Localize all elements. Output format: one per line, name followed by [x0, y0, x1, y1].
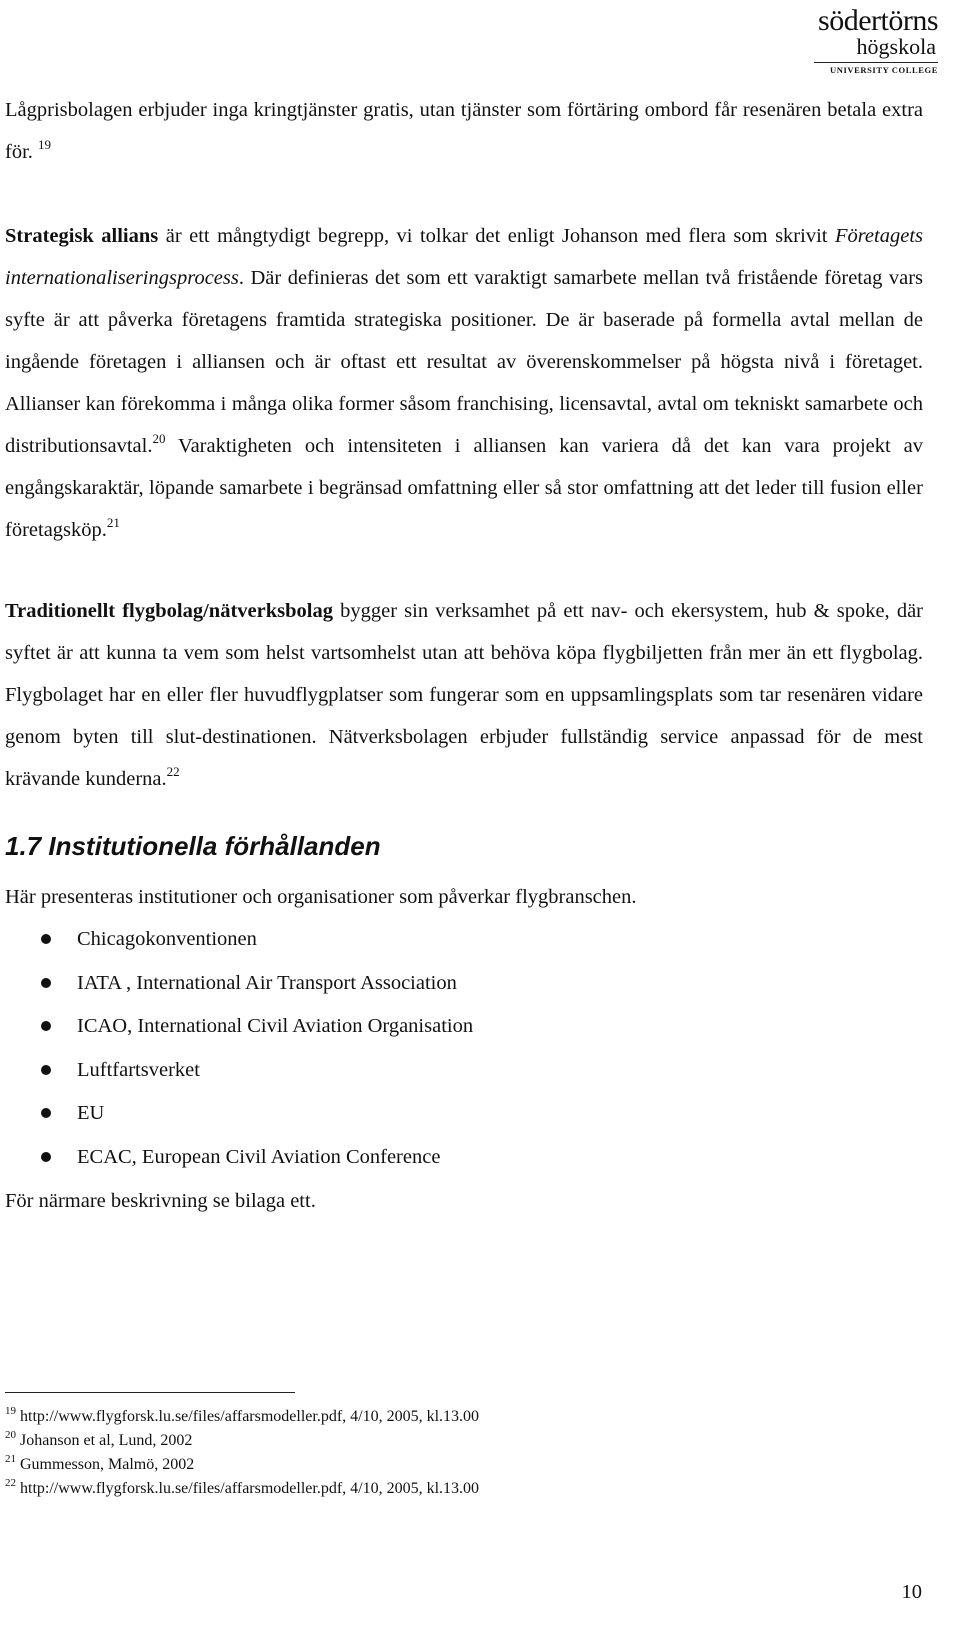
- footnote-21: $^{21}$ Gummesson, Malmö, 2002: [5, 1453, 195, 1473]
- list-item: EU: [5, 1092, 923, 1136]
- university-logo: [778, 6, 938, 75]
- list-item: ICAO, International Civil Aviation Organisation: [5, 1005, 923, 1049]
- section-outro: För närmare beskrivning se bilaga ett.: [5, 1189, 316, 1212]
- logo-college-label: UNIVERSITY COLLEGE: [829, 65, 938, 75]
- bullet-icon: [41, 1021, 51, 1031]
- bullet-icon: [41, 1108, 51, 1118]
- term-strategic-alliance: Strategisk allians: [5, 225, 159, 247]
- bullet-icon: [41, 934, 51, 944]
- logo-divider: [814, 62, 938, 63]
- page-number: 10: [901, 1581, 922, 1603]
- footnote-19: $^{19}$ http://www.flygforsk.lu.se/files/affarsmodeller.pdf, 4/10, 2005, kl.13.00: [5, 1405, 480, 1425]
- paragraph-low-cost-carriers: Lågprisbolagen erbjuder inga kringtjänster gratis, utan tjänster som förtäring ombord får resenären betala extra för. $^{19}$: [5, 99, 923, 163]
- list-item: Chicagokonventionen: [5, 918, 923, 962]
- paragraph-strategic-alliance: Strategisk allians är ett mångtydigt begrepp, vi tolkar det enligt Johanson med flera som skrivit Företagets internationaliseringsprocess. Där definieras det som ett varaktigt samarbete mellan två fristående företag vars syfte är att påverka företagens framtida strategiska positioner. De är baserade på formella avtal mellan de ingående företagen i alliansen och är oftast ett resultat av överenskommelser på högsta nivå i företaget. Allianser kan förekomma i många olika former såsom franchising, licensavtal, avtal om tekniskt samarbete och distributionsavtal.$^{20}$ Varaktigheten och intensiteten i alliansen kan variera då det kan vara projekt av engångskaraktär, löpande samarbete i begränsad omfattning eller så stor omfattning att det leder till fusion eller företagsköp.$^{21}$: [5, 225, 923, 541]
- section-intro: Här presenteras institutioner och organisationer som påverkar flygbranschen.: [5, 886, 637, 908]
- section-heading: 1.7 Institutionella förhållanden: [5, 831, 381, 861]
- logo-subtitle: högskola: [856, 34, 936, 59]
- book-title: Företagets internationaliseringsprocess: [5, 225, 923, 289]
- footnote-20: $^{20}$ Johanson et al, Lund, 2002: [5, 1429, 193, 1449]
- footnote-22: $^{22}$ http://www.flygforsk.lu.se/files/affarsmodeller.pdf, 4/10, 2005, kl.13.00: [5, 1477, 480, 1497]
- footnote-ref-21: 21: [106, 515, 120, 530]
- bullet-icon: [41, 978, 51, 988]
- footnote-ref-19: 19: [38, 137, 52, 152]
- bullet-icon: [41, 1065, 51, 1075]
- term-network-carrier: Traditionellt flygbolag/nätverksbolag: [5, 600, 333, 622]
- footnote-separator: [5, 1392, 295, 1393]
- footnotes: [5, 1405, 805, 1501]
- paragraph-network-carrier: Traditionellt flygbolag/nätverksbolag bygger sin verksamhet på ett nav- och ekersystem, hub & spoke, där syftet är att kunna ta vem som helst vartsomhelst utan att behöva köpa flygbiljetten från mer än ett flygbolag. Flygbolaget har en eller fler huvudflygplatser som fungerar som en uppsamlingsplats som tar resenären vidare genom byten till slut-destinationen. Nätverksbolagen erbjuder fullständig service anpassad för de mest krävande kunderna.$^{22}$: [5, 600, 923, 790]
- bullet-icon: [41, 1152, 51, 1162]
- document-body: [5, 89, 923, 1222]
- footnote-ref-20: 20: [152, 431, 166, 446]
- institutions-list: [5, 918, 923, 1180]
- list-item: IATA , International Air Transport Association: [5, 962, 923, 1006]
- logo-wordmark: södertörns: [818, 4, 938, 37]
- list-item: ECAC, European Civil Aviation Conference: [5, 1136, 923, 1180]
- list-item: Luftfartsverket: [5, 1049, 923, 1093]
- footnote-ref-22: 22: [166, 764, 180, 779]
